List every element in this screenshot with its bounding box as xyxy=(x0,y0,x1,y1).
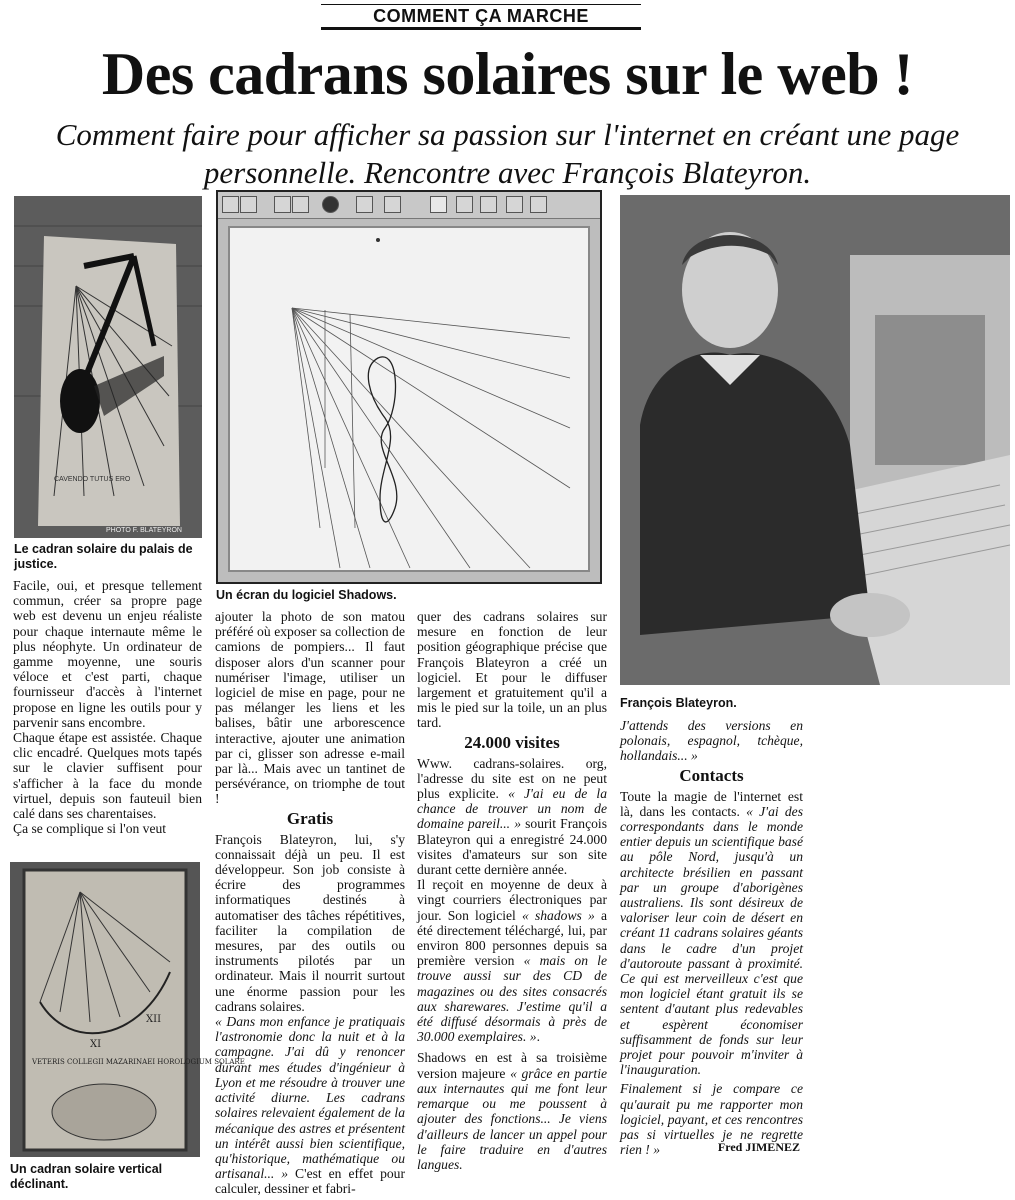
subhead-contacts: Contacts xyxy=(679,765,744,785)
sundial-vertical-photo xyxy=(10,862,245,1157)
photo-credit: PHOTO F. BLATEYRON xyxy=(106,527,182,534)
col2-quote: « Dans mon enfance je pratiquais l'astronomie donc la nuit et à la campagne. J'ai dû y renoncer durant mes études d'ingénieur à Lyon et me résoudre à trouver une activité diurne. Les cadrans solaires relevaient également de la mécanique des astres et présentent un intérêt aussi bien scientifique, qu'historique, mathématique ou artisanal... » xyxy=(215,1014,405,1182)
subhead-gratis: Gratis xyxy=(286,808,334,828)
vertical-sundial-inscription: VETERIS COLLEGII MAZARINAEI HOROLOGIUM SOLARE xyxy=(32,1058,245,1066)
page-icon[interactable] xyxy=(480,196,497,213)
sundial-diagram xyxy=(230,228,588,570)
shadows-toolbar xyxy=(218,192,600,219)
col4-p2-quote: « J'ai des correspondants dans le monde entier depuis un scientifique basé au pôle Nord, jusqu'à un architecte brésilien en passant par un groupe d'aborigènes australiens. Ils sont désireux de valoriser leur coin de désert en créant 11 cadrans solaires géants dans le cadre d'un projet d'autoroute passant à proximité. Ce qui est merveilleux c'est que mon logiciel étant gratuit ils se sentent d'autant plus redevables et espèrent économiser suffisamment de fonds sur leur projet pour pouvoir m'inviter à l'inauguration. xyxy=(620,803,803,1078)
subhead-visites: 24.000 visites xyxy=(464,732,560,752)
col3-p2-text-b: sourit François Blateyron qui a enregistré 24.000 visites d'amateurs sur son site durant cette dernière année. xyxy=(417,816,607,878)
col3-p3-text-b: a été directement téléchargé, lui, par environ 800 personnes depuis sa première version xyxy=(417,907,607,969)
print-icon[interactable] xyxy=(274,196,291,213)
svg-text:XI: XI xyxy=(90,1039,102,1050)
dial-icon[interactable] xyxy=(430,196,447,213)
save-icon[interactable] xyxy=(240,196,257,213)
section-kicker: COMMENT ÇA MARCHE xyxy=(321,4,641,30)
col3-paragraph-1: quer des cadrans solaires sur mesure en fonction de leur position géographique précise que François Blateyron a créé un logiciel. Et pour le diffuser largement et gratuitement qu'il a mis le pied sur la toile, un an plus tard. xyxy=(417,609,607,731)
col4-paragraph-3: Finalement si je compare ce qu'aurait pu me rapporter mon logiciel, payant, et ces rencontres pas si virtuelles je ne regrette rien ! » xyxy=(620,1081,803,1158)
grid-icon[interactable] xyxy=(506,196,523,213)
col3-p4-quote: « grâce en partie aux internautes qui me font leur remarque ou me poussent à ajouter des fonctions... Je viens d'ailleurs de lancer un appel pour le faire traduire en d'autres langues. xyxy=(417,1065,608,1172)
col3-p2-quote: « J'ai eu de la chance de trouver un nom de domaine pareil... » xyxy=(417,786,607,832)
col1-paragraph-1: Facile, oui, et presque tellement commun, créer sa propre page web est devenu un enjeu réaliste pour chaque internaute même le plus néophyte. Un ordinateur de gamme moyenne, une souris véloce et c'est parti, chaque fournisseur d'accès à l'internet propose en ligne les outils pour y parvenir sans encombre. xyxy=(13,578,202,730)
col2-paragraph-1: ajouter la photo de son matou préféré où exposer sa collection de camions de pompiers... Il faut disposer alors d'un scanner pour numériser l'image, utiliser un logiciel de mise en page, pour ne pas mélanger les liens et les balises, bâtir une arborescence interactive, ajouter une animation par ci, glisser son adresse e-mail par là... Mais avec un tantinet de persévérance, on triomphe de tout ! xyxy=(215,609,405,807)
shadows-screen-frame xyxy=(216,190,602,584)
shadows-caption: Un écran du logiciel Shadows. xyxy=(216,588,397,602)
col3-p3-text-a: Il reçoit en moyenne de deux à vingt courriers électroniques par jour. Son logiciel xyxy=(417,877,607,923)
col3-p3-text-c: . xyxy=(536,1029,540,1045)
sundial-vertical-caption: Un cadran solaire vertical déclinant. xyxy=(10,1162,163,1191)
col2-paragraph-2: François Blateyron, lui, s'y connaissait déjà un peu. Il est développeur. Son job consiste à écrire des programmes informatiques destinés à automatiser des tâches répétitives, faciliter la compilation de mesures, par des outils ou instruments pilotés par un ordinateur. Mais il nourrit surtout une énorme passion pour les cadrans solaires. xyxy=(215,831,405,1014)
sundial-palais-caption: Le cadran solaire du palais de justice. xyxy=(14,542,193,571)
globe-icon[interactable] xyxy=(322,196,339,213)
preview-icon[interactable] xyxy=(292,196,309,213)
portrait-caption: François Blateyron. xyxy=(620,696,737,710)
shadows-canvas xyxy=(228,226,590,572)
article-column-4 xyxy=(620,718,803,1158)
deck: Comment faire pour afficher sa passion sur l'internet en créant une page personnelle. Rencontre avec François Blateyron. xyxy=(55,117,960,190)
col3-p2-text-a: Www. cadrans-solaires. org, l'adresse du site est on ne peut plus explicite. xyxy=(417,755,607,802)
col4-p2-text-a: Toute la magie de l'internet est là, dans les contacts. xyxy=(620,788,803,819)
help-icon[interactable] xyxy=(356,196,373,213)
chart-icon[interactable] xyxy=(530,196,547,213)
col2-paragraph-3: C'est en effet pour calculer, dessiner et fabri- xyxy=(215,1166,405,1197)
pointer-icon[interactable] xyxy=(384,196,401,213)
sundial-vertical-illustration xyxy=(10,862,245,1157)
sundial-inscription: CAVENDO TUTUS ERO xyxy=(54,476,131,483)
headline: Des cadrans solaires sur le web ! xyxy=(101,41,914,107)
article-column-3 xyxy=(417,609,607,1199)
col1-paragraph-2: Chaque étape est assistée. Chaque clic encadré. Quelques mots tapés sur le clavier suffisent pour s'afficher à la face du monde virtuel, depuis son fauteuil bien calé dans ses charentaises. xyxy=(13,730,202,822)
portrait-photo xyxy=(620,195,1010,685)
col3-p3-quote: « mais on le trouve aussi sur des CD de magazines ou des sites consacrés aux sharewares. J'estime qu'il a été diffusé désormais à près de 30.000 exemplaires. » xyxy=(417,953,607,1045)
sundial-palais-illustration xyxy=(14,196,202,538)
folder-icon[interactable] xyxy=(222,196,239,213)
portrait-illustration xyxy=(620,195,1010,685)
col4-paragraph-1: J'attends des versions en polonais, espagnol, tchèque, hollandais... » xyxy=(620,718,803,764)
col3-p4-text-a: Shadows en est à sa troisième version majeure xyxy=(417,1050,607,1081)
sundial-palais-photo xyxy=(14,196,202,538)
col1-paragraph-3: Ça se complique si l'on veut xyxy=(13,821,167,837)
svg-text:XII: XII xyxy=(146,1014,162,1025)
article-column-2 xyxy=(215,609,405,1199)
byline: Fred JIMENEZ xyxy=(717,1140,800,1154)
col3-p3-software-name: « shadows » xyxy=(522,907,595,923)
triangle-icon[interactable] xyxy=(456,196,473,213)
article-column-1 xyxy=(13,578,202,858)
